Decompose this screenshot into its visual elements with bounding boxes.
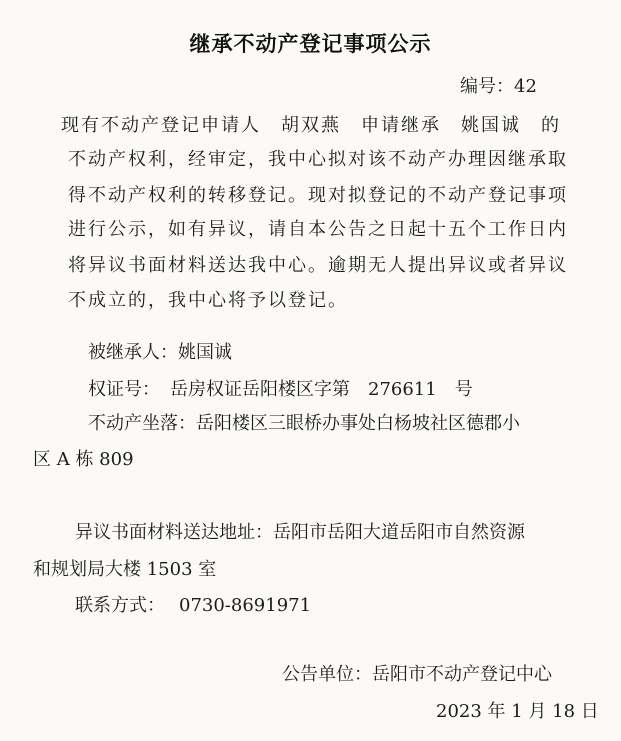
body-line-2: 不动产权利，经审定，我中心拟对该不动产办理因继承取: [68, 149, 568, 170]
contact-label: 联系方式：: [75, 595, 165, 616]
objection-address-line-2: 和规划局大楼 1503 室: [33, 559, 217, 580]
certificate-label: 权证号：: [88, 379, 160, 400]
certificate-row: [88, 380, 473, 400]
document-number: 编号：42: [460, 76, 537, 97]
location-line-2: 区 A 栋 809: [33, 449, 134, 470]
decedent-value: 姚国诚: [178, 342, 232, 363]
body-line-3: 得不动产权利的转移登记。现对拟登记的不动产登记事项: [68, 185, 568, 206]
body-line-5: 将异议书面材料送达我中心。逾期无人提出异议或者异议: [68, 255, 568, 276]
decedent-row: [88, 343, 232, 363]
issuer-row: [282, 665, 552, 685]
location-row: [88, 414, 520, 434]
objection-address-label: 异议书面材料送达地址：: [75, 522, 273, 543]
contact-value: 0730-8691971: [179, 595, 312, 616]
body-line-6: 不成立的，我中心将予以登记。: [68, 290, 348, 311]
decedent-label: 被继承人：: [88, 342, 178, 363]
body-line-1: 现有不动产登记申请人 胡双燕 申请继承 姚国诚 的: [61, 115, 561, 136]
location-line-1: 岳阳楼区三眼桥办事处白杨坡社区德郡小: [196, 413, 520, 434]
objection-address-row: [75, 523, 525, 543]
issuer-label: 公告单位：: [282, 664, 372, 685]
notice-date: 2023 年 1 月 18 日: [436, 701, 599, 722]
body-line-4: 进行公示，如有异议，请自本公告之日起十五个工作日内: [68, 219, 568, 240]
location-label: 不动产坐落：: [88, 413, 196, 434]
objection-address-line-1: 岳阳市岳阳大道岳阳市自然资源: [273, 522, 525, 543]
contact-row: [75, 596, 311, 616]
issuer-value: 岳阳市不动产登记中心: [372, 664, 552, 685]
certificate-value: 岳房权证岳阳楼区字第 276611 号: [170, 379, 473, 400]
notice-title: 继承不动产登记事项公示: [189, 32, 432, 56]
